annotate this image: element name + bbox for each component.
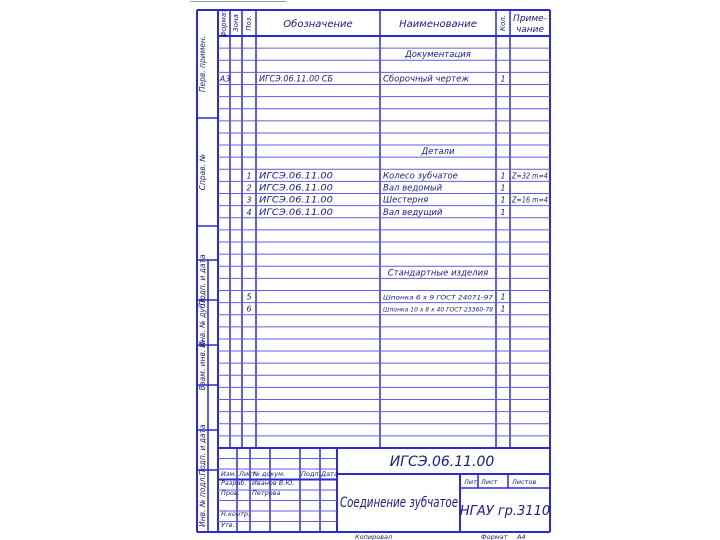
- title-block-person: Петрова: [252, 489, 281, 497]
- cell-name: Сборочный чертеж: [383, 74, 469, 85]
- header-note: Приме-: [513, 14, 547, 24]
- header-zone: Зона: [232, 14, 240, 32]
- footer-copied: Копировал: [355, 533, 393, 540]
- cell-qty: 1: [500, 171, 506, 181]
- title-block-person: Иванов В.Ю.: [252, 479, 295, 487]
- side-label: Подп. и дата: [198, 254, 207, 306]
- footer-format-value: А4: [517, 533, 526, 540]
- section-heading: Детали: [421, 147, 455, 158]
- section-heading: Стандартные изделия: [387, 268, 489, 279]
- cell-designation: ИГСЭ.06.11.00: [259, 195, 333, 206]
- title-block-role: Н.контр.: [221, 510, 251, 518]
- cell-note: Z=32 m=4: [511, 171, 549, 181]
- cell-pos: 5: [246, 292, 252, 302]
- side-label: Инв. № дубл.: [198, 296, 207, 348]
- organization: НГАУ гр.3110: [459, 504, 551, 519]
- side-label: Взам. инв. №: [198, 339, 207, 391]
- cell-name: Вал ведущий: [383, 207, 443, 218]
- cell-designation: ИГСЭ.06.11.00: [259, 171, 333, 182]
- header-qty: Кол.: [499, 15, 507, 31]
- cell-qty: 1: [500, 74, 506, 84]
- title-block-col-label: Дата: [321, 470, 338, 478]
- cell-qty: 1: [500, 292, 506, 302]
- side-label: Подп. и дата: [198, 424, 207, 476]
- cell-pos: 2: [246, 183, 252, 193]
- header-format: Формат: [220, 8, 228, 38]
- cell-designation: ИГСЭ.06.11.00: [259, 207, 333, 218]
- cell-qty: 1: [500, 183, 506, 193]
- cell-name: Шестерня: [383, 195, 429, 206]
- side-label: Перв. примен.: [198, 35, 207, 93]
- title-block-role: Утв.: [221, 521, 235, 529]
- header-pos: Поз.: [245, 15, 253, 31]
- header-designation: Обозначение: [283, 19, 353, 30]
- title-block-col-label: № докум.: [253, 470, 286, 478]
- cell-qty: 1: [500, 207, 506, 217]
- header-name: Наименование: [399, 19, 477, 30]
- title-block-col-label: Лист: [239, 470, 256, 478]
- cell-name: Колесо зубчатое: [383, 171, 458, 182]
- cell-pos: 1: [246, 171, 252, 181]
- cell-note: Z=16 m=4: [511, 195, 549, 205]
- cell-pos: 6: [246, 304, 252, 314]
- title-block-lit-label: Лит.: [464, 478, 479, 486]
- document-designation: ИГСЭ.06.11.00: [389, 454, 495, 470]
- side-label: Инв. № подл.: [198, 475, 207, 527]
- cell-format: А3: [219, 74, 231, 84]
- cell-qty: 1: [500, 195, 506, 205]
- title-block-sheets-label: Листов: [512, 478, 537, 486]
- cell-designation: ИГСЭ.06.11.00 СБ: [259, 74, 334, 85]
- section-heading: Документация: [405, 50, 471, 61]
- header-note: чание: [515, 25, 545, 35]
- cell-qty: 1: [500, 304, 506, 314]
- cell-name: Шпонка 10 х 8 х 40 ГОСТ 23360-78: [383, 305, 493, 314]
- title-block-role: Разраб.: [221, 479, 247, 487]
- title-block-role: Пров.: [221, 489, 240, 497]
- title-block-col-label: Изм.: [221, 470, 237, 478]
- cell-name: Шпонка 6 х 9 ГОСТ 24071-97: [383, 293, 494, 302]
- side-label: Справ. №: [198, 153, 207, 191]
- title-block-col-label: Подп.: [301, 470, 321, 478]
- title-block-sheet-label: Лист: [481, 478, 498, 486]
- cell-designation: ИГСЭ.06.11.00: [259, 183, 333, 194]
- document-title: Соединение зубчатое: [340, 495, 458, 511]
- cell-name: Вал ведомый: [383, 183, 443, 194]
- cell-pos: 3: [246, 195, 252, 205]
- footer-format-label: Формат: [481, 533, 508, 540]
- cell-pos: 4: [246, 207, 252, 217]
